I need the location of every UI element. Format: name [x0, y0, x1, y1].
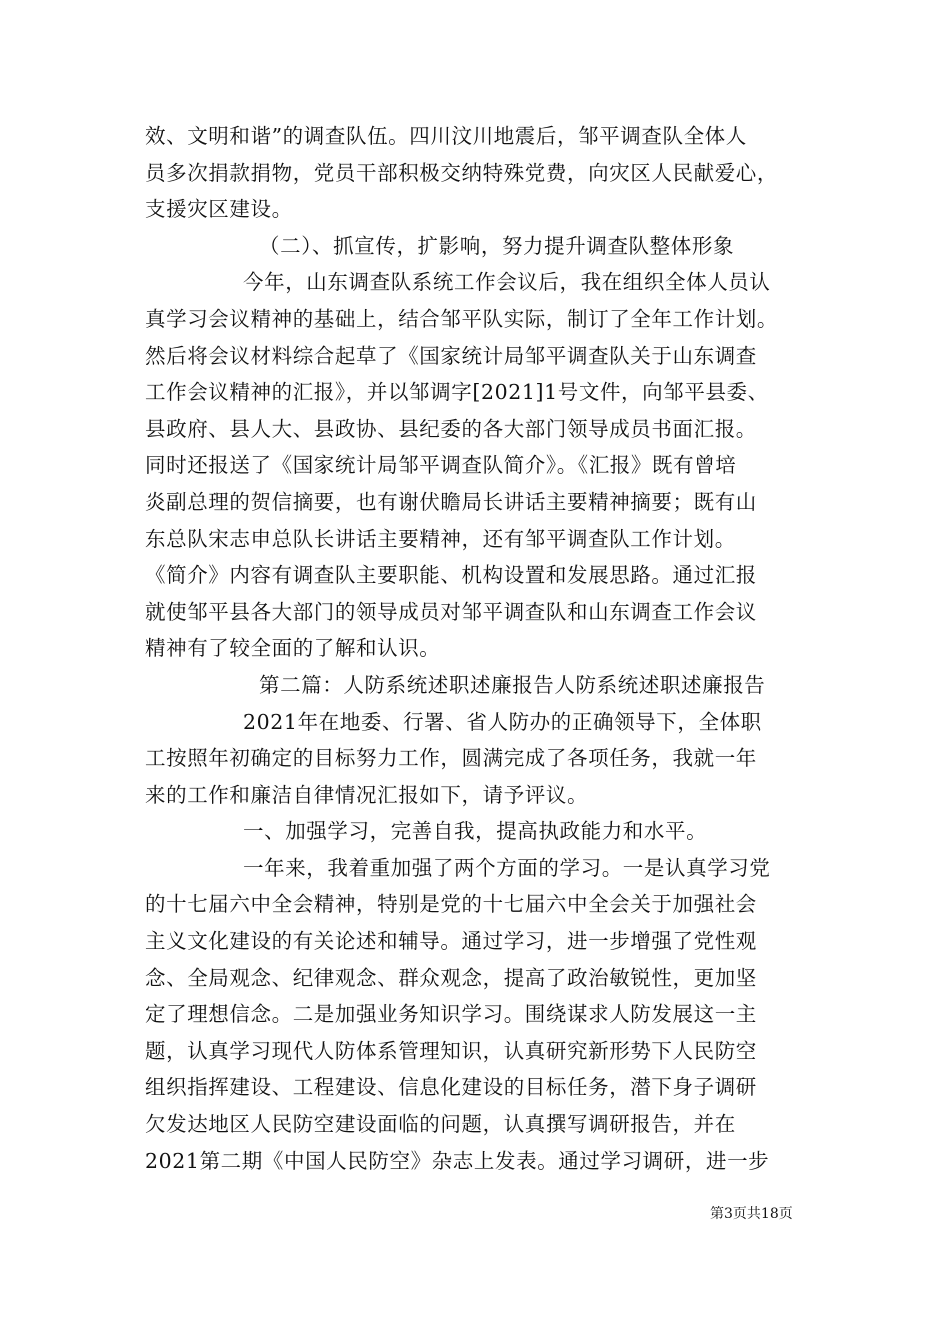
text-line: 题，认真学习现代人防体系管理知识，认真研究新形势下人民防空 — [145, 1038, 757, 1063]
text-line: 2021第二期《中国人民防空》杂志上发表。通过学习调研，进一步 — [145, 1148, 770, 1173]
text-line: 主义文化建设的有关论述和辅导。通过学习，进一步增强了党性观 — [145, 929, 757, 954]
text-line: 东总队宋志申总队长讲话主要精神，还有邹平调查队工作计划。 — [145, 526, 736, 551]
text-line: 工作会议精神的汇报》，并以邹调字[2021]1号文件，向邹平县委、 — [145, 380, 769, 405]
text-line: 一年来，我着重加强了两个方面的学习。一是认真学习党 — [243, 855, 771, 880]
section-heading: 一、加强学习，完善自我，提高执政能力和水平。 — [243, 819, 708, 844]
text-line: 然后将会议材料综合起草了《国家统计局邹平调查队关于山东调查 — [145, 343, 757, 368]
chapter-heading: 第二篇：人防系统述职述廉报告人防系统述职述廉报告 — [259, 672, 766, 697]
text-line: 真学习会议精神的基础上，结合邹平队实际，制订了全年工作计划。 — [145, 306, 778, 331]
page-number: 第3页共18页 — [710, 1206, 793, 1222]
text-line: 炎副总理的贺信摘要，也有谢伏瞻局长讲话主要精神摘要；既有山 — [145, 489, 757, 514]
text-line: 定了理想信念。二是加强业务知识学习。围绕谋求人防发展这一主 — [145, 1002, 757, 1027]
text-line: 就使邹平县各大部门的领导成员对邹平调查队和山东调查工作会议 — [145, 599, 757, 624]
text-line: 员多次捐款捐物，党员干部积极交纳特殊党费，向灾区人民献爱心， — [145, 160, 778, 185]
text-line: 效、文明和谐”的调查队伍。四川汶川地震后，邹平调查队全体人 — [145, 124, 747, 148]
text-line: 组织指挥建设、工程建设、信息化建设的目标任务，潜下身子调研 — [145, 1075, 757, 1100]
text-line: 今年，山东调查队系统工作会议后，我在组织全体人员认 — [243, 270, 771, 295]
text-line: 念、全局观念、纪律观念、群众观念，提高了政治敏锐性，更加坚 — [145, 965, 757, 990]
text-line: 同时还报送了《国家统计局邹平调查队简介》。《汇报》既有曾培 — [145, 453, 737, 478]
text-line: 县政府、县人大、县政协、县纪委的各大部门领导成员书面汇报。 — [145, 416, 757, 441]
text-line: 工按照年初确定的目标努力工作，圆满完成了各项任务，我就一年 — [145, 746, 757, 771]
text-line: 2021年在地委、行署、省人防办的正确领导下，全体职 — [243, 709, 762, 734]
section-heading: （二）、抓宣传，扩影响，努力提升调查队整体形象 — [259, 233, 735, 258]
text-line: 来的工作和廉洁自律情况汇报如下，请予评议。 — [145, 782, 589, 807]
text-line: 的十七届六中全会精神，特别是党的十七届六中全会关于加强社会 — [145, 892, 757, 917]
text-line: 欠发达地区人民防空建设面临的问题，认真撰写调研报告，并在 — [145, 1112, 736, 1137]
text-line: 《简介》内容有调查队主要职能、机构设置和发展思路。通过汇报 — [145, 563, 757, 588]
text-line: 精神有了较全面的了解和认识。 — [145, 636, 441, 661]
text-line: 支援灾区建设。 — [145, 197, 293, 222]
document-body — [145, 118, 805, 1179]
